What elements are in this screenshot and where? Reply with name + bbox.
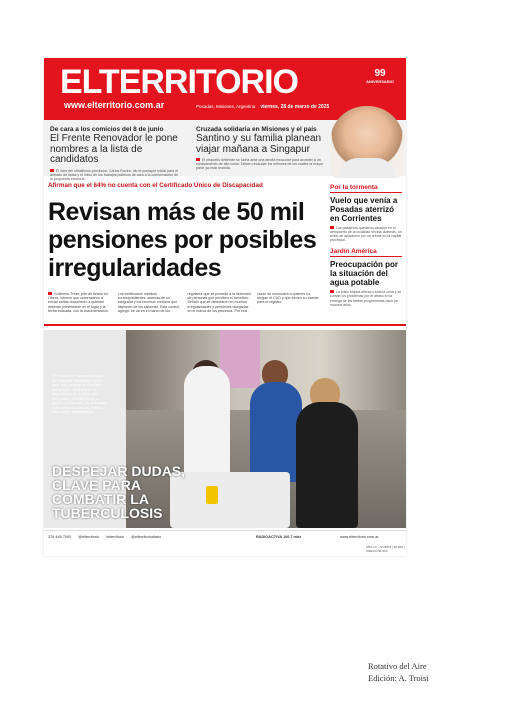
location: Posadas, Misiones, Argentina [196,104,256,109]
anniversary-label: ANIVERSARIO [366,79,394,84]
teaser-body: El líder del oficialismo provincial, Carlos Rovira, dio el puntapié inicial para el armado de listas y el inicio de los trabajos políticos de cara a la conformación de la propuesta electoral. [50,168,179,181]
issue-info: AÑO LX - N°25052 | $1.600 | PRECIO $1.500 [366,545,405,553]
teaser-kicker: Cruzada solidaria en Misiones y el país [196,126,317,133]
main-kicker: Afirman que el 64% no cuenta con el Certificado Único de Discapacidad [48,182,263,189]
teaser-headline: Santino y su familia planean viajar mañana a Singapur [196,133,322,155]
dateline [196,104,329,110]
teaser-elections [50,126,180,181]
teaser-kicker: De cara a los comicios del 8 de junio [50,126,164,133]
newspaper-logo: ELTERRITORIO [60,63,298,101]
sidebar-section: Por la tormenta [330,184,402,193]
anniversary-badge [360,69,400,93]
credit-block [368,660,429,684]
sidebar-story-water [330,248,402,306]
sidebar [330,184,402,313]
sidebar-headline: Vuelo que venía a Posadas aterrizó en Corrientes [330,196,398,223]
sidebar-body: Los pasajeros quedaron varados en el aeropuerto de la localidad vecina. Además, un avión de aplicación por un rebote en la capital provincial. [330,226,402,243]
sidebar-body: La crisis hídrica afecta a toda la zona y se suman los problemas por el atraso en la entrega de las tareas programadas hace ya muchos años. [330,290,402,307]
main-body: Guillermo Trezé, jefe de Anses en Oberá, informó que comenzaron a enviar cartas documento a quienes deberán presentarse en el lugar y la fecha indicada, con la documentación. Los certificados médicos correspondientes, además de un ecografía y los recursos médicos que disponen de los sistemas. Este control, agregó, se da en el marco de los regulares que se procede a la detección de personas que perciben el beneficio. Señaló que se detectaron en muchos irregularidades y pensiones otorgadas en el marco de los procesos. Por esa razón se convocará a quienes no tengan el CUD y que inicien su trámite para el registro. [48,292,322,313]
phone-number: 376 446 7000 [48,535,72,539]
instagram-handle: @elterritoriodiario [131,535,162,539]
main-story [44,176,326,324]
child-photo [330,106,404,178]
footer [44,530,406,556]
facebook-handle: /elterritorio [106,535,125,539]
photo-headline: DESPEJAR DUDAS, CLAVE PARA COMBATIR LA TUBERCULOSIS [52,463,186,521]
teaser-body: El pequeño defiende su lucha ante una atrofia muscular para acceder a un medicamento de alto costo. Deben recaudar los millones de los cuales la mayor parte ya está reunida. [196,158,326,171]
social-row [48,535,167,539]
issue-date: viernes, 28 de marzo de 2025 [260,104,330,110]
twitter-handle: @elterritorio [78,535,100,539]
radio-label: RADIOACTIVA 100.7 mhz [256,535,302,539]
footer-site: www.elterritorio.com.ar [340,535,379,539]
credit-line-2: Edición: A. Troisi [368,673,429,683]
newspaper-front-page [44,58,406,556]
main-photo [44,330,406,528]
section-divider [44,324,406,326]
photo-caption: El Servicio de Neumotisiología del Hospital Madariaga instaló ayer una jornada de difusión y prevención. Destacaron la importancia de la detección temprana y el tratamiento a quienes presentan los síntomas más comunes con tos, fiebre y dificultades respiratorias. [52,374,106,414]
teaser-santino [196,126,326,171]
main-headline: Revisan más de 50 mil pensiones por posibles irregularidades [48,198,317,282]
teaser-headline: El Frente Renovador le pone nombres a la lista de candidatos [50,133,178,165]
sidebar-story-storm [330,184,402,242]
newspaper-url: www.elterritorio.com.ar [64,100,165,110]
sidebar-headline: Preocupación por la situación del agua potable [330,260,399,288]
credit-line-1: Rotativo del Aire [368,661,427,671]
anniversary-number: 99 [374,68,386,79]
sidebar-section: Jardín América [330,248,402,257]
